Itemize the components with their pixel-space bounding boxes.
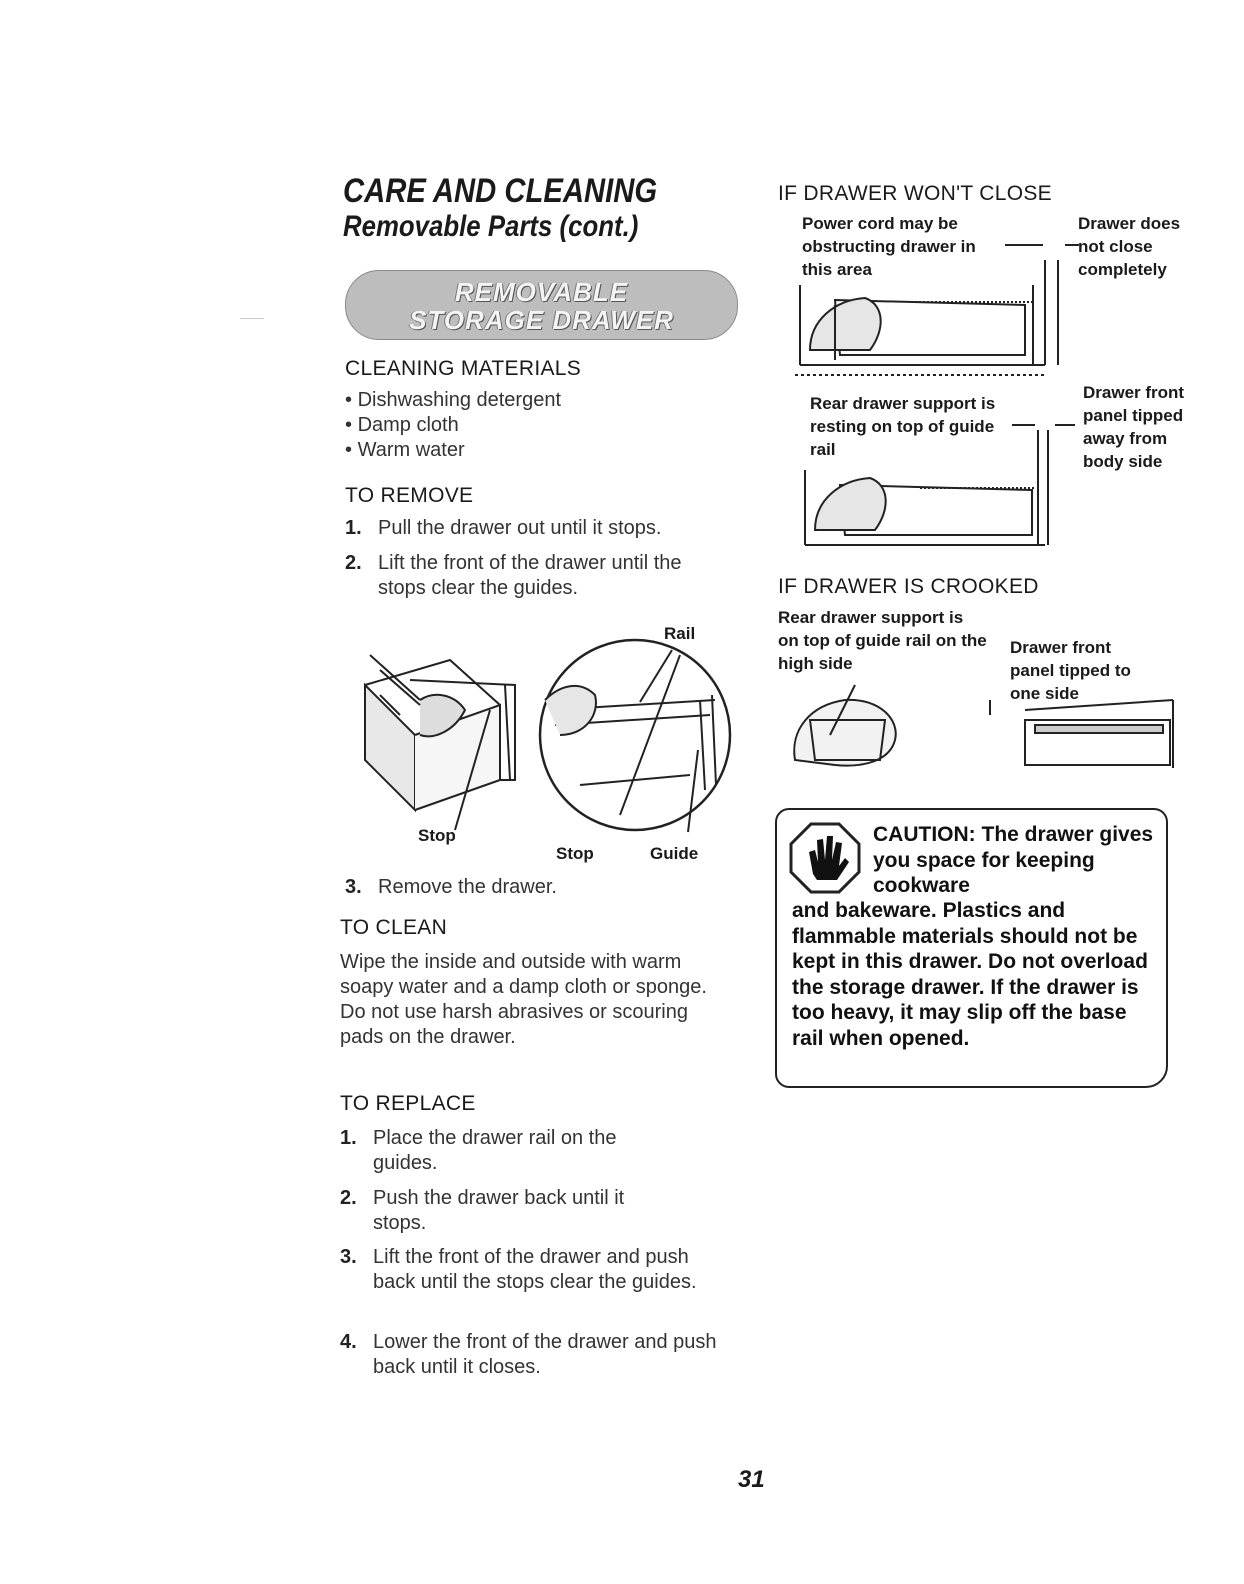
caution-box bbox=[775, 808, 1168, 1088]
page-subtitle: Removable Parts (cont.) bbox=[343, 210, 639, 243]
remove-step-3: Remove the drawer. bbox=[378, 876, 557, 898]
crooked-right-label: Drawer front panel tipped to one side bbox=[1010, 638, 1131, 703]
step-number: 2. bbox=[340, 1187, 357, 1209]
caution-body: and bakeware. Plastics and flammable materials should not be kept in this drawer. Do not overload the storage drawer. If the drawer is too heavy, it may slip off the base rail when opened. bbox=[792, 899, 1148, 1050]
banner-line-2: STORAGE DRAWER bbox=[409, 305, 674, 335]
fig2-left-label: Rear drawer support is resting on top of guide rail bbox=[810, 394, 996, 459]
wont-close-heading: IF DRAWER WON'T CLOSE bbox=[778, 182, 1052, 205]
remove-step-2: Lift the front of the drawer until the stops clear the guides. bbox=[378, 552, 682, 599]
step-number: 1. bbox=[340, 1127, 357, 1149]
margin-mark bbox=[240, 318, 264, 319]
replace-step-1: Place the drawer rail on the guides. bbox=[373, 1127, 617, 1174]
step-number: 3. bbox=[340, 1246, 357, 1268]
step-number: 2. bbox=[345, 552, 362, 574]
list-item: • Warm water bbox=[345, 439, 465, 461]
step-number: 1. bbox=[345, 517, 362, 539]
to-remove-heading: TO REMOVE bbox=[345, 484, 474, 507]
rear-support-illustration bbox=[800, 420, 1075, 555]
label-rail: Rail bbox=[664, 624, 696, 643]
caution-label: CAUTION: bbox=[873, 823, 976, 846]
label-stop-right: Stop bbox=[556, 844, 594, 863]
remove-step-1: Pull the drawer out until it stops. bbox=[378, 517, 662, 539]
replace-step-4: Lower the front of the drawer and push back until it closes. bbox=[373, 1331, 717, 1378]
list-item: • Damp cloth bbox=[345, 414, 459, 436]
cleaning-materials-heading: CLEANING MATERIALS bbox=[345, 357, 582, 380]
label-guide: Guide bbox=[650, 844, 699, 863]
to-clean-heading: TO CLEAN bbox=[340, 916, 448, 939]
fig2-right-label: Drawer front panel tipped away from body side bbox=[1083, 383, 1185, 471]
cleaning-materials-list bbox=[345, 388, 705, 463]
drawer-obstructed-illustration bbox=[795, 230, 1070, 380]
page-number: 31 bbox=[738, 1466, 765, 1493]
replace-step-2: Push the drawer back until it stops. bbox=[373, 1187, 625, 1234]
caution-head bbox=[873, 822, 1158, 899]
fig1-right-label: Drawer does not close completely bbox=[1078, 214, 1181, 279]
section-title: CARE AND CLEANING bbox=[343, 172, 658, 210]
to-replace-heading: TO REPLACE bbox=[340, 1092, 476, 1115]
replace-step-3: Lift the front of the drawer and push back until the stops clear the guides. bbox=[373, 1246, 697, 1293]
crooked-left-label: Rear drawer support is on top of guide rail on the high side bbox=[778, 608, 987, 673]
to-clean-text: Wipe the inside and outside with warm soapy water and a damp cloth or sponge. Do not use harsh abrasives or scouring pads on the drawer. bbox=[340, 951, 707, 1048]
step-number: 3. bbox=[345, 876, 362, 898]
crooked-drawer-illustration bbox=[785, 680, 1180, 775]
label-stop-left: Stop bbox=[418, 826, 456, 845]
drawer-removal-illustration bbox=[360, 640, 740, 850]
fig1-left-label: Power cord may be obstructing drawer in this area bbox=[802, 214, 976, 279]
warning-hand-icon bbox=[789, 822, 861, 894]
list-item: • Dishwashing detergent bbox=[345, 389, 562, 411]
caution-head-text: The drawer gives you space for keeping cookware bbox=[873, 823, 1154, 897]
crooked-heading: IF DRAWER IS CROOKED bbox=[778, 575, 1039, 598]
banner-line-1: REMOVABLE bbox=[454, 277, 629, 307]
step-number: 4. bbox=[340, 1331, 357, 1353]
section-banner bbox=[345, 270, 738, 340]
